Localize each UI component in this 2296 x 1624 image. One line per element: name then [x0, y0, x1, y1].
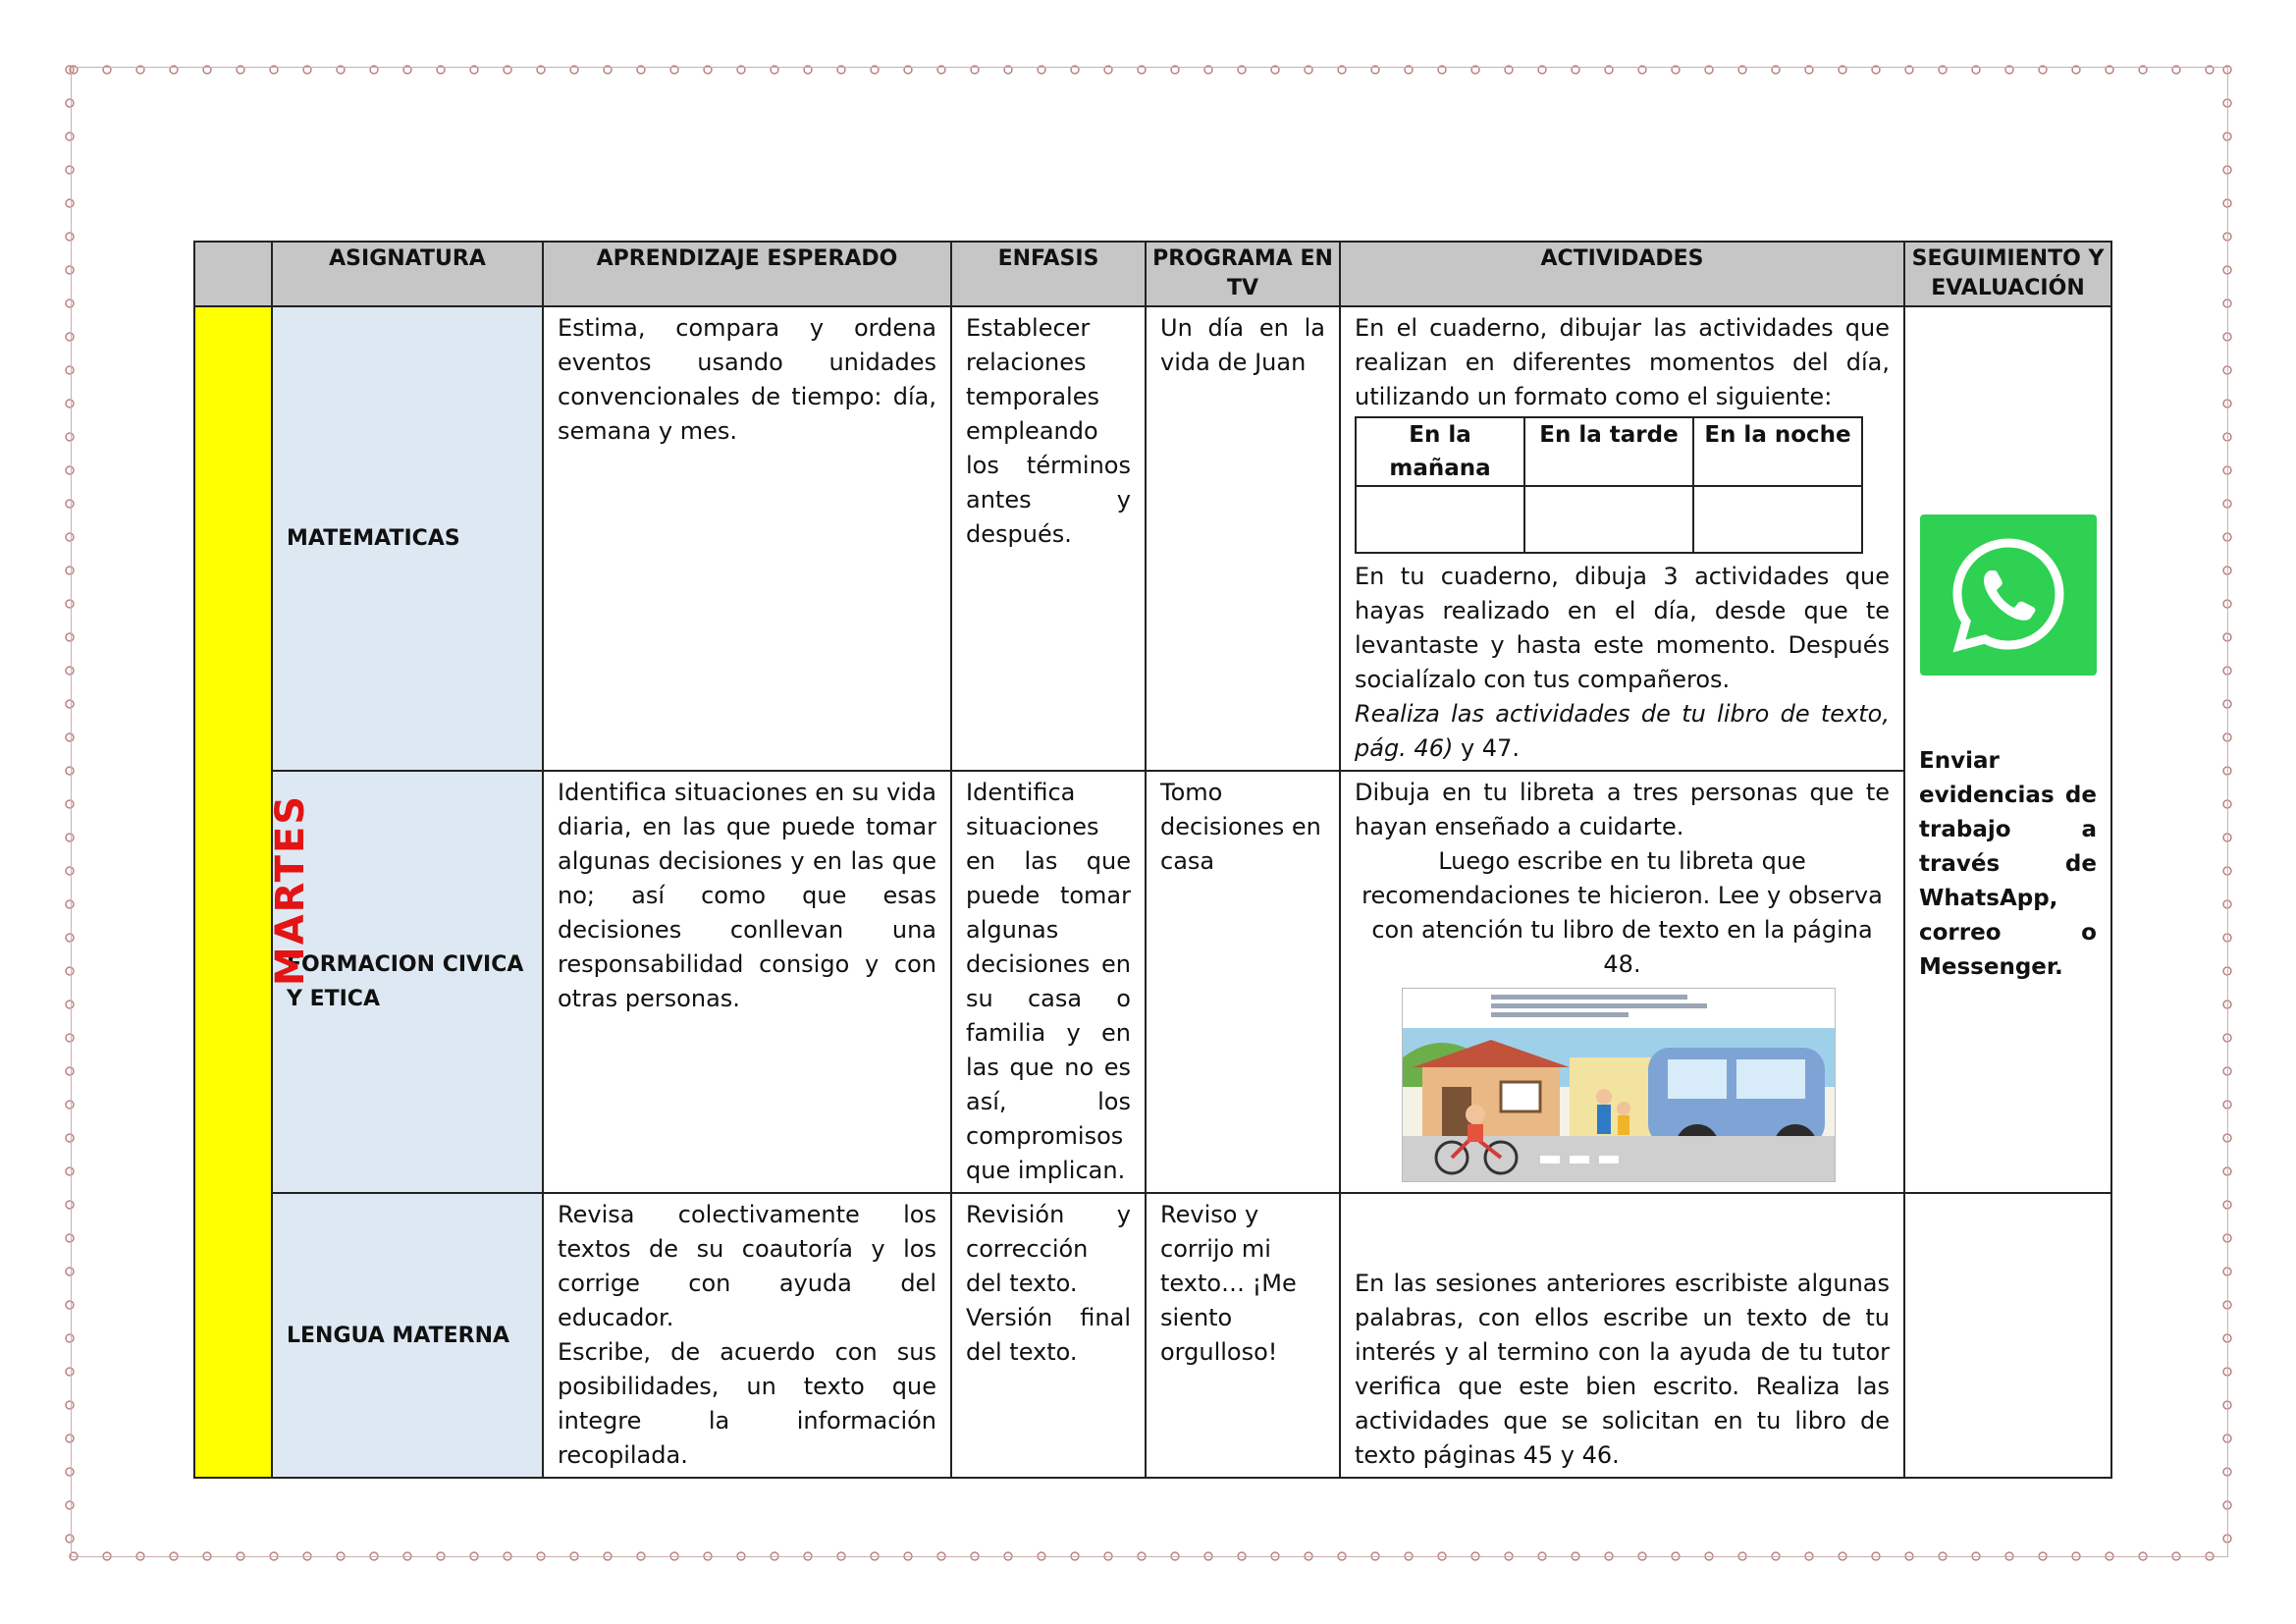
header-blank — [194, 242, 272, 306]
header-enfasis: ENFASIS — [951, 242, 1146, 306]
actividades-cell — [1340, 306, 1904, 771]
header-actividades: ACTIVIDADES — [1340, 242, 1904, 306]
header-row — [194, 242, 2111, 306]
table-row — [194, 306, 2111, 771]
aprendizaje-part-2: Escribe, de acuerdo con sus posibilidades, un texto que integre la información recopilada. — [558, 1338, 936, 1469]
programa-cell: Reviso y corrijo mi texto… ¡Me siento orgulloso! — [1146, 1193, 1340, 1478]
programa-cell: Un día en la vida de Juan — [1146, 306, 1340, 771]
whatsapp-logo-wrap — [1919, 514, 2097, 676]
actividades-intro: Dibuja en tu libreta a tres personas que te hayan enseñado a cuidarte. — [1355, 779, 1890, 840]
actividades-book-note — [1355, 697, 1890, 766]
enfasis-cell — [951, 1193, 1146, 1478]
lesson-plan-table — [193, 241, 2112, 1479]
actividades-body: Luego escribe en tu libreta que recomendaciones te hicieron. Lee y observa con atención tu libro de texto en la página 48. — [1362, 847, 1883, 978]
header-aprendizaje: APRENDIZAJE ESPERADO — [543, 242, 951, 306]
enfasis-part-2: Versión final del texto. — [966, 1304, 1131, 1366]
actividades-intro: En el cuaderno, dibujar las actividades que realizan en diferentes momentos del día, utilizando un formato como el siguiente: — [1355, 314, 1890, 410]
aprendizaje-part-1: Revisa colectivamente los textos de su coautoría y los corrige con ayuda del educador. — [558, 1201, 936, 1331]
aprendizaje-cell: Identifica situaciones en su vida diaria, en las que puede tomar algunas decisiones y en las que no; así como que esas decisiones conllevan una responsabilidad consigo y con otras personas. — [543, 771, 951, 1193]
day-cell — [194, 306, 314, 1478]
mini-header-afternoon: En la tarde — [1524, 417, 1693, 486]
header-asignatura: ASIGNATURA — [272, 242, 543, 306]
enfasis-cell: Establecer relaciones temporales empleando los términos antes y después. — [951, 306, 1146, 771]
mini-blank-cell — [1693, 486, 1862, 553]
header-programa: PROGRAMA EN TV — [1146, 242, 1340, 306]
actividades-cell — [1340, 771, 1904, 1193]
seguimiento-cell — [1904, 306, 2111, 1193]
header-seguimiento: SEGUIMIENTO Y EVALUACIÓN — [1904, 242, 2111, 306]
book-note-italic: Realiza las actividades de tu libro de texto, pág. 46) — [1355, 700, 1890, 762]
aprendizaje-cell: Estima, compara y ordena eventos usando unidades convencionales de tiempo: día, semana y mes. — [543, 306, 951, 771]
actividades-cell: En las sesiones anteriores escribiste algunas palabras, con ellos escribe un texto de tu interés y al termino con la ayuda de tu tutor verifica que este bien escrito. Realiza las actividades que se solicitan en tu libro de texto páginas 45 y 46. — [1340, 1193, 1904, 1478]
subject-matematicas: MATEMATICAS — [272, 306, 543, 771]
subject-lengua: LENGUA MATERNA — [272, 1193, 543, 1478]
whatsapp-icon — [1920, 514, 2097, 676]
mini-blank-cell — [1524, 486, 1693, 553]
table-row — [194, 1193, 2111, 1478]
enfasis-cell: Identifica situaciones en las que puede tomar algunas decisiones en su casa o familia y en las que no es así, los compromisos que implican. — [951, 771, 1146, 1193]
subject-civica: FORMACION CIVICA Y ETICA — [272, 771, 543, 1193]
textbook-illustration — [1402, 988, 1836, 1182]
mini-header-night: En la noche — [1693, 417, 1862, 486]
mini-blank-cell — [1356, 486, 1524, 553]
time-of-day-table — [1355, 416, 1863, 554]
actividades-body: En tu cuaderno, dibuja 3 actividades que hayas realizado en el día, desde que te levantaste y hasta este momento. Después socialízalo con tus compañeros. — [1355, 563, 1890, 693]
seguimiento-text: Enviar evidencias de trabajo a través de WhatsApp, correo o Messenger. — [1919, 748, 2097, 980]
seguimiento-blank — [1904, 1193, 2111, 1478]
programa-cell: Tomo decisiones en casa — [1146, 771, 1340, 1193]
book-note-tail: y 47. — [1453, 734, 1520, 762]
enfasis-part-1: Revisión y corrección del texto. — [966, 1201, 1131, 1297]
aprendizaje-cell — [543, 1193, 951, 1478]
day-label: MARTES — [268, 793, 314, 986]
table-row — [194, 771, 2111, 1193]
mini-header-morning: En la mañana — [1356, 417, 1524, 486]
